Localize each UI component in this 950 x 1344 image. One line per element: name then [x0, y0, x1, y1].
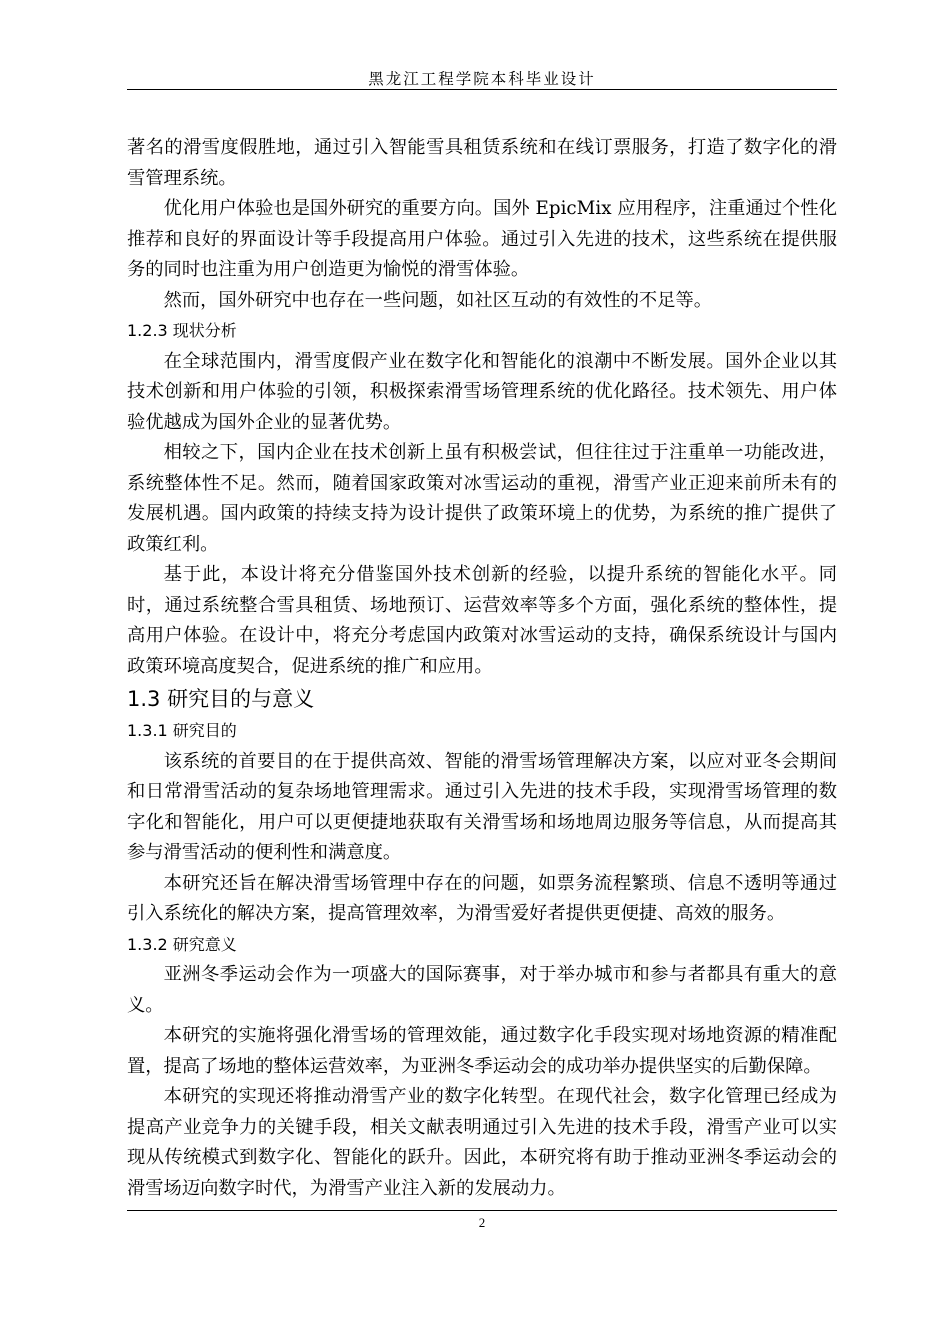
- heading-1-2-3: 1.2.3 现状分析: [127, 321, 237, 340]
- paragraph-continuation: 著名的滑雪度假胜地，通过引入智能雪具租赁系统和在线订票服务，打造了数字化的滑雪管理系统。: [127, 137, 837, 189]
- paragraph-purpose-2: 本研究还旨在解决滑雪场管理中存在的问题，如票务流程繁琐、信息不透明等通过引入系统化的解决方案，提高管理效率，为滑雪爱好者提供更便捷、高效的服务。: [127, 872, 837, 924]
- paragraph-global-status: 在全球范围内，滑雪度假产业在数字化和智能化的浪潮中不断发展。国外企业以其技术创新和用户体验的引领，积极探索滑雪场管理系统的优化路径。技术领先、用户体验优越成为国外企业的显著优势。: [127, 350, 837, 433]
- paragraph-significance-2: 本研究的实施将强化滑雪场的管理效能，通过数字化手段实现对场地资源的精准配置，提高了场地的整体运营效率，为亚洲冬季运动会的成功举办提供坚实的后勤保障。: [127, 1025, 837, 1077]
- paragraph-domestic-status: 相较之下，国内企业在技术创新上虽有积极尝试，但往往过于注重单一功能改进，系统整体性不足。然而，随着国家政策对冰雪运动的重视，滑雪产业正迎来前所未有的发展机遇。国内政策的持续支持为设计提供了政策环境上的优势，为系统的推广提供了政策红利。: [127, 442, 837, 555]
- header-rule: [127, 89, 837, 90]
- heading-1-3-2: 1.3.2 研究意义: [127, 934, 237, 954]
- paragraph-user-experience: 优化用户体验也是国外研究的重要方向。国外 EpicMix 应用程序，注重通过个性化推荐和良好的界面设计等手段提高用户体验。通过引入先进的技术，这些系统在提供服务的同时也注重为用户创造更为愉悦的滑雪体验。: [127, 198, 837, 280]
- heading-1-3-1: 1.3.1 研究目的: [127, 721, 237, 740]
- paragraph-significance-3: 本研究的实现还将推动滑雪产业的数字化转型。在现代社会，数字化管理已经成为提高产业竞争力的关键手段，相关文献表明通过引入先进的技术手段，滑雪产业可以实现从传统模式到数字化、智能化的跃升。因此，本研究将有助于推动亚洲冬季运动会的滑雪场迈向数字时代，为滑雪产业注入新的发展动力。: [127, 1086, 837, 1199]
- paragraph-purpose-1: 该系统的首要目的在于提供高效、智能的滑雪场管理解决方案，以应对亚冬会期间和日常滑雪活动的复杂场地管理需求。通过引入先进的技术手段，实现滑雪场管理的数字化和智能化，用户可以更便捷地获取有关滑雪场和场地周边服务等信息，从而提高其参与滑雪活动的便利性和满意度。: [127, 750, 837, 863]
- footer-rule: [127, 1210, 837, 1211]
- page-number: 2: [478, 1215, 486, 1230]
- paragraph-problems: 然而，国外研究中也存在一些问题，如社区互动的有效性的不足等。: [163, 289, 713, 311]
- paragraph-basis: 基于此，本设计将充分借鉴国外技术创新的经验，以提升系统的智能化水平。同时，通过系统整合雪具租赁、场地预订、运营效率等多个方面，强化系统的整体性，提高用户体验。在设计中，将充分考虑国内政策对冰雪运动的支持，确保系统设计与国内政策环境高度契合，促进系统的推广和应用。: [127, 564, 837, 677]
- document-body: [127, 133, 837, 1204]
- paragraph-significance-1: 亚洲冬季运动会作为一项盛大的国际赛事，对于举办城市和参与者都具有重大的意义。: [127, 964, 837, 1016]
- heading-1-3: 1.3 研究目的与意义: [127, 687, 315, 711]
- running-header: 黑龙江工程学院本科毕业设计: [368, 70, 596, 88]
